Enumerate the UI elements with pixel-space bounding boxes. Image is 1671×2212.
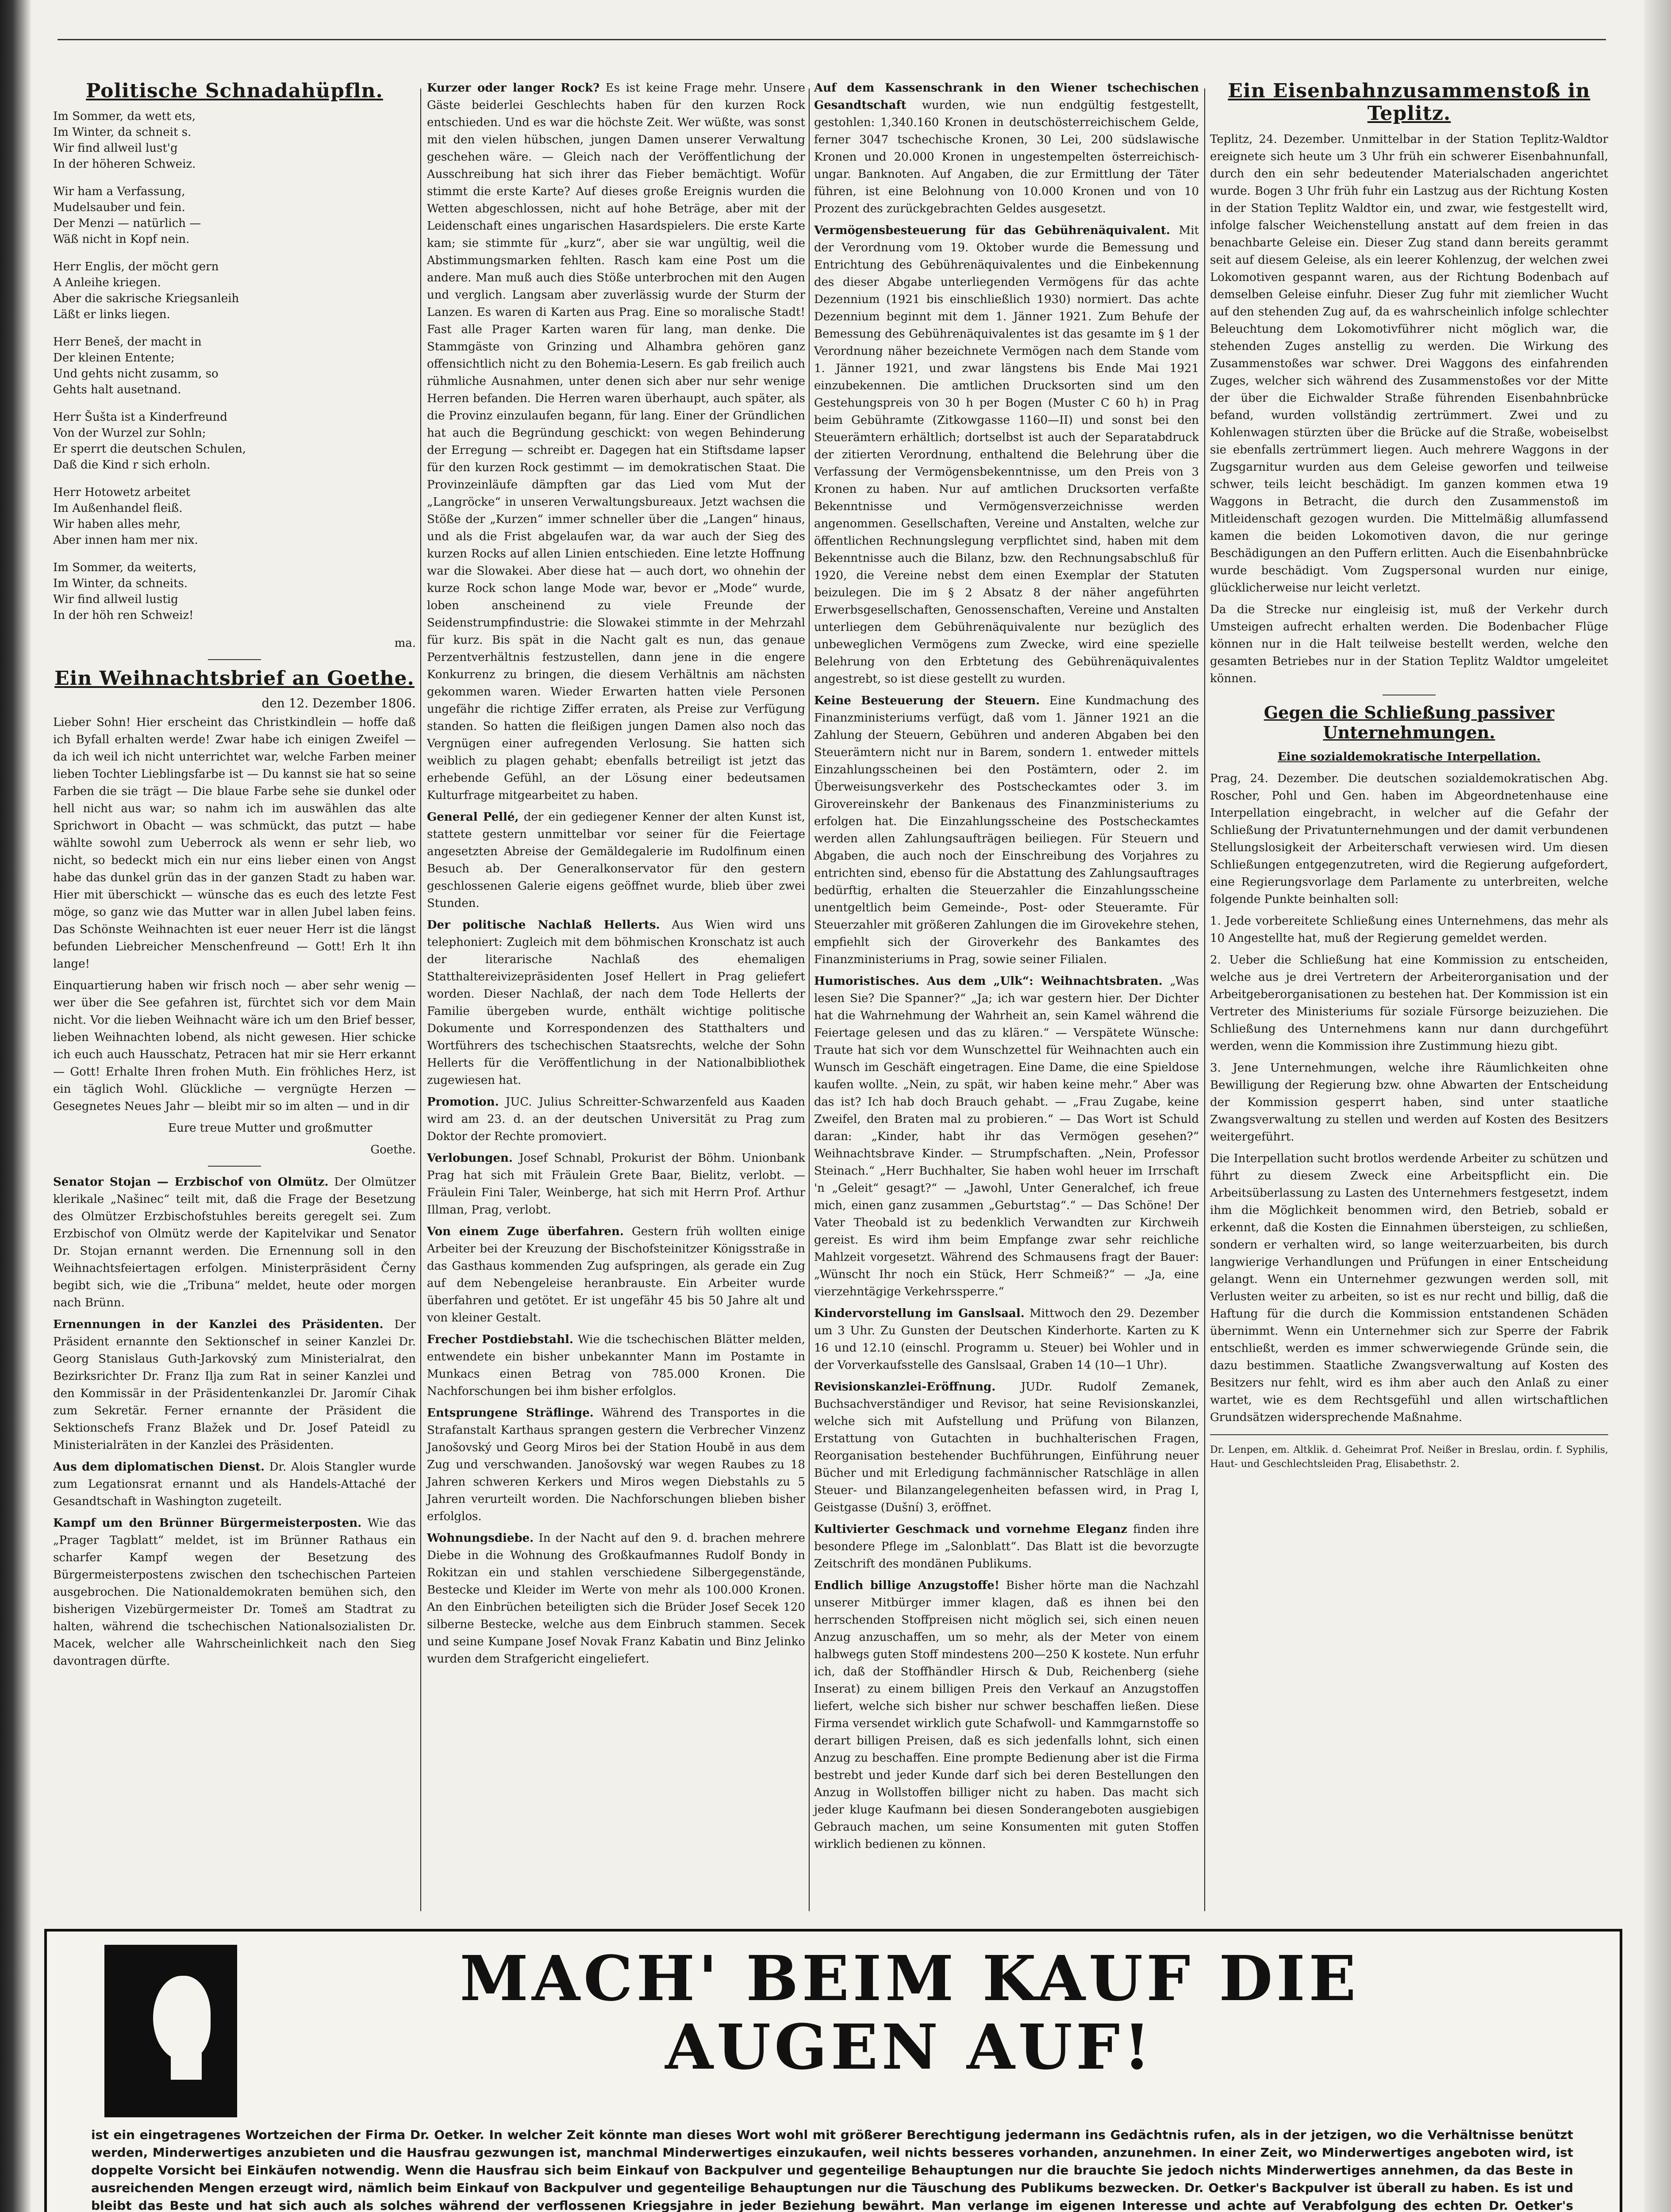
- poem-line: Aber innen ham mer nix.: [53, 534, 198, 547]
- poem-line: Läßt er links liegen.: [53, 308, 170, 321]
- poem-stanza: [53, 108, 416, 172]
- news-item: [814, 1379, 1199, 1517]
- page-right-edge: [1644, 0, 1671, 2212]
- news-item: [427, 1223, 805, 1327]
- separator: [1210, 1434, 1608, 1435]
- letter-paragraph: Einquartierung haben wir frisch noch — aber sehr wenig — wer über die See gefahren ist, fürchtet sich vor dem Main nicht. Vor die lieben Weihnacht wäre ich um den Brief besser, lieben Weihnachten lobend, als nicht gewesen. Hier schicke ich euch auch Hausschatz, Petracen hat mir sie Herr erkannt — Gott! Erhalte Ihren frohen Muth. Ein fröhliches Herz, ist ein täglich Wohl. Glückliche — vergnügte Herzen — Gesegnetes Neues Jahr — bleibt mir so im alten — und in dir: [53, 979, 416, 1113]
- poem-line: Im Sommer, da wett ets,: [53, 110, 196, 123]
- interpellation-body: [1210, 770, 1608, 1426]
- news-item-lead: Der politische Nachlaß Hellerts.: [427, 918, 660, 932]
- news-item-text: In der Nacht auf den 9. d. brachen mehrere Diebe in die Wohnung des Großkaufmannes Rudolf Bondy in Rokitzan ein und stahlen verschiedene Silbergegenstände, Bestecke und Kleider im Werte von mehr als 100.000 Kronen. An den Einbrüchen beteiligten sich die Brüder Josef Secek 120 silberne Bestecke, welche aus dem Einbruch stammen. Secek und seine Kumpane Josef Novak Franz Kabatin und Binz Jelinko wurden dem Strafgericht eingeliefert.: [427, 1532, 805, 1666]
- news-list: [814, 80, 1199, 1853]
- poem-stanza: [53, 484, 416, 548]
- poem-line: Daß die Kind r sich erholn.: [53, 458, 211, 472]
- news-item-text: JUDr. Rudolf Zemanek, Buchsachverständiger und Revisor, hat seine Revisionskanzlei, welche sich mit Aufstellung und Prüfung von Bilanzen, Erstattung von Gutachten in buchhalterischen Fragen, Reorganisation bestehender Buchführungen, Einführung neuer Bücher und mit Erledigung fachmännischer Ratschläge in allen Steuer- und Bilanzangelegenheiten befassen wird, in Prag I, Geistgasse (Dušní) 3, eröffnet.: [814, 1380, 1199, 1514]
- poem-line: Gehts halt ausetnand.: [53, 383, 181, 396]
- poem-stanza: [53, 259, 416, 323]
- news-item: [814, 1521, 1199, 1573]
- news-item-lead: Keine Besteuerung der Steuern.: [814, 694, 1040, 707]
- poem-line: Wir ham a Verfassung,: [53, 185, 185, 198]
- news-item-text: Der Olmützer klerikale „Našinec“ teilt mit, daß die Frage der Besetzung des Olmützer Erzbischofstuhles bereits geregelt sei. Zum Erzbischof von Olmütz werde der Kapitelvikar und Senator Dr. Stojan ernannt werden. Die Ernennung soll in den Weihnachtsfeiertagen erfolgen. Ministerpräsident Černy begibt sich, wie die „Tribuna“ meldet, heute oder morgen nach Brünn.: [53, 1175, 416, 1310]
- poem-stanza: [53, 334, 416, 398]
- ad-headline-line-1: MACH' BEIM KAUF DIE: [460, 1943, 1360, 2015]
- poem-line: Im Außenhandel fleiß.: [53, 502, 183, 515]
- news-item: [53, 1316, 416, 1454]
- printer-note: Dr. Lenpen, em. Altklik. d. Geheimrat Prof. Neißer in Breslau, ordin. f. Syphilis, Haut- und Geschlechtsleiden Prag, Elisabethstr. 2.: [1210, 1444, 1608, 1470]
- news-item: [427, 1331, 805, 1400]
- news-item-text: Mit der Verordnung vom 19. Oktober wurde die Bemessung und Entrichtung des Gebührenäquivalentes und die Einbekennung des dieser Abgabe unterliegenden Vermögens für das achte Dezennium (1921 bis einschließlich 1930) normiert. Das achte Dezennium beginnt mit dem 1. Jänner 1921. Zum Behufe der Bemessung des Gebührenäquivalentes ist das gesamte im § 1 der Verordnung näher bezeichnete Vermögen nach dem Stande vom 1. Jänner 1921, und zwar längstens bis Ende Mai 1921 einzubekennen. Die amtlichen Drucksorten sind um den Gestehungspreis von 30 h per Bogen (Muster C 60 h) in Prag beim Gebühramte (Zitkowgasse 1160—II) und sonst bei den Steuerämtern erhältlich; dortselbst ist auch der Separatabdruck der zitierten Verordnung, enthaltend die Belehrung über die Verfassung der Vermögensbekenntnisse, um den Preis von 3 Kronen zu haben. Nur auf amtlichen Drucksorten verfaßte Bekenntnisse und Vermögensverzeichnisse werden angenommen. Gesellschaften, Vereine und Anstalten, welche zur öffentlichen Rechnungslegung verpflichtet sind, haben mit dem Bekenntnisse auch die Bilanz, bzw. den Rechnungsabschluß für 1920, die Vereine nebst dem einen Exemplar der Statuten beizulegen. Die im § 2 Absatz 8 der näher angeführten Erwerbsgesellschaften, Genossenschaften, Vereine und Anstalten unterliegen dem Gebührenäquivalente nur bezüglich des unbeweglichen Vermögens zum Zwecke, wird eine spezielle Belehrung von den Erbtetung des Gebührenäquivalentes angestrebt, so ist diese gestellt zu wurden.: [814, 224, 1199, 686]
- page-binding-edge: [0, 0, 31, 2212]
- separator: [208, 1166, 261, 1167]
- news-item-text: „Was lesen Sie? Die Spanner?“ „Ja; ich war gestern hier. Der Dichter hat die Wahrnehmung der Wahrheit an, sein Kamel während die Feiertage gelesen und das zu klären.“ — Verspätete Wünsche: Traute hat sich vor dem Wunschzettel für Weihnachten auch ein Wunsch im Geschäft eingetragen. Eine Dame, die eine Spieldose kaufen wollte. „Nein, zu spät, wir haben keine mehr.“ Aber was das ist? Ich hab doch Brauch gehabt. — „Frau Zugabe, keine Zweifel, den Braten mal zu probieren.“ — Das Wort ist Schuld daran: „Kinder, habt ihr das Vermögen gesehen?“ Weihnachtsbrave Kinder. — Strumpfschaften. „Nein, Professor Steinach.“ „Herr Buchhalter, Sie haben wohl heuer im Irrschaft 'n „Geleit“ gesagt?“ — „Jawohl, Unter Generalchef, ich freue mich, einen ganz zusammen „Geburtstag“.“ — Das Schöne! Der Vater Theobald ist zu bedenklich Verwandten zur Kirchweih gereist. Es wird ihm beim Empfange zwar sehr reichliche Mahlzeit vorgesetzt. Während des Schmausens fragt der Bauer: „Wünscht Ihr noch ein Stück, Herr Schmeiß?“ — „Ja, eine vierzehntägige Verkehrssperre.“: [814, 975, 1199, 1298]
- news-item: [427, 1405, 805, 1525]
- news-item-text: Dr. Alois Stangler wurde zum Legationsrat ernannt und als Handels-Attaché der Gesandtschaft in Washington zugeteilt.: [53, 1460, 416, 1508]
- poem-line: Wir find allweil lustig: [53, 593, 178, 606]
- news-item: [814, 222, 1199, 688]
- interpellation-paragraph: 1. Jede vorbereitete Schließung eines Unternehmens, das mehr als 10 Angestellte hat, muß der Regierung gemeldet werden.: [1210, 914, 1608, 945]
- news-item: [427, 80, 805, 804]
- news-item-text: JUC. Julius Schreitter-Schwarzenfeld aus Kaaden wird am 23. d. an der deutschen Universität zu Prag zum Doktor der Rechte promoviert.: [427, 1095, 806, 1143]
- poem-signature: ma.: [394, 637, 416, 650]
- woman-silhouette-logo: [104, 1945, 237, 2117]
- news-item-text: Wie die tschechischen Blätter melden, entwendete ein bisher unbekannter Mann im Postamte in Munkacs einen Betrag von 785.000 Kronen. Die Nachforschungen bei ihm bisher erfolglos.: [427, 1333, 805, 1398]
- news-item-lead: Auf dem Kassenschrank in den Wiener tschechischen Gesandtschaft: [814, 81, 1199, 112]
- poem-line: Herr Hotowetz arbeitet: [53, 486, 191, 499]
- poem-line: Von der Wurzel zur Sohln;: [53, 426, 206, 440]
- news-item-lead: Revisionskanzlei-Eröffnung.: [814, 1380, 996, 1394]
- news-item-lead: Verlobungen.: [427, 1152, 513, 1165]
- news-item: [814, 692, 1199, 968]
- poem-line: Und gehts nicht zusamm, so: [53, 367, 219, 380]
- news-item-lead: Entsprungene Sträflinge.: [427, 1406, 594, 1420]
- poem-line: Im Winter, da schneits.: [53, 577, 188, 590]
- news-item-text: Während des Transportes in die Strafanstalt Karthaus sprangen gestern die Verbrecher Vinzenz Janošovský und Georg Miros bei der Station Houbě in aus dem Zug und verschwanden. Janošovský war wegen Raubes zu 18 Jahren schweren Kerkers und Miros wegen Diebstahls zu 5 Jahren verurteilt worden. Die Nachforschungen blieben bisher erfolglos.: [427, 1406, 806, 1523]
- column-rule-1: [420, 88, 421, 1911]
- interpellation-subtitle: Eine sozialdemokratische Interpellation.: [1277, 750, 1541, 764]
- news-item-lead: Kultivierter Geschmack und vornehme Eleganz: [814, 1523, 1127, 1536]
- rail-paragraph: Da die Strecke nur eingleisig ist, muß der Verkehr durch Umsteigen aufrecht erhalten werden. Die Bodenbacher Flüge können nur in die Halt teilweise bestellt werden, welche den gesamten Betriebes nur in der Station Teplitz Waldtor umgeleitet können.: [1210, 603, 1608, 685]
- poem-line: In der höh ren Schweiz!: [53, 609, 194, 622]
- news-item-lead: Endlich billige Anzugstoffe!: [814, 1579, 1000, 1592]
- column-rule-2: [809, 88, 810, 1911]
- letter-signature: Goethe.: [370, 1143, 416, 1156]
- news-item-lead: Kindervorstellung im Ganslsaal.: [814, 1307, 1025, 1320]
- news-item: [814, 1305, 1199, 1374]
- news-item-text: Eine Kundmachung des Finanzministeriums verfügt, daß vom 1. Jänner 1921 an die Zahlung der Steuern, Gebühren und anderen Abgaben bei den Steuerämtern nicht nur in Barem, sondern 1. entweder mittels Einzahlungsscheinen bei den Postämtern, oder 2. im Überweisungsverkehr des Postscheckamtes oder 3. im Girovereinskehr der Bankenaus des Finanzministeriums zu erfolgen hat. Die Einzahlungsscheine des Postscheckamtes werden allen Zahlungsaufträgen beiliegen. Für Steuern und Abgaben, die auch noch der Einschreibung des Vorjahres zu entrichten sind, ebenso für die Abstattung des Zahlungsauftrages bedürftig, erhalten die Steuerzahler die Einzahlungsscheine unentgeltlich beim Gemeinde-, Post- oder Steueramte. Für Steuerzahler mit größeren Zahlungen die im Girovekehre stehen, empfiehlt sich der Giroverkehr des Bankamtes des Finanzministeriums in Prag, sowie seiner Filialen.: [814, 694, 1199, 966]
- news-item-lead: Kurzer oder langer Rock?: [427, 81, 600, 95]
- news-item: [427, 809, 805, 912]
- news-item: [53, 1174, 416, 1312]
- ad-body: ist ein eingetragenes Wortzeichen der Firma Dr. Oetker. In welcher Zeit könnte man dieses Wort wohl mit größerer Berechtigung jedermann ins Gedächtnis rufen, als in der jetzigen, wo die Verhältnisse benützt werden, Minderwertiges anzubieten und die Hausfrau gezwungen ist, manchmal Minderwertiges einzukaufen, weil nichts besseres vorhanden, anzunehmen. In einer Zeit, wo Minderwertiges angeboten wird, ist doppelte Vorsicht bei Einkäufen notwendig. Wenn die Hausfrau sich beim Einkauf von Backpulver und gegenteilige Behauptungen nur die brauchte Sie jedoch nichts Minderwertiges annehmen, da das Beste in ausreichenden Mengen erzeugt wird, nämlich beim Einkauf von Backpulver und gegenteilige Behauptungen nur die Täuschung des Publikums bezwecken. Dr. Oetker's Backpulver ist überall zu haben. Es ist und bleibt das Beste und hat sich auch als solches während der verflossenen Kriegsjahre in jeder Beziehung bewährt. Man verlange im eigenen Interesse und achte auf Verabfolgung des echten Dr. Oetker's: [91, 2128, 1573, 2212]
- letter-date: den 12. Dezember 1806.: [261, 696, 416, 710]
- interpellation-paragraph: 3. Jene Unternehmungen, welche ihre Räumlichkeiten ohne Bewilligung der Regierung bzw. ohne Abwarten der Entscheidung der Kommission gesperrt haben, sind unter staatliche Zwangsverwaltung zu stellen und werden auf Kosten des Besitzers weitergeführt.: [1210, 1061, 1608, 1144]
- news-item-lead: Kampf um den Brünner Bürgermeisterposten.: [53, 1517, 362, 1530]
- rail-paragraph: Teplitz, 24. Dezember. Unmittelbar in der Station Teplitz-Waldtor ereignete sich heute um 3 Uhr früh ein schwerer Eisenbahnunfall, durch den ein sehr bedeutender Materialschaden angerichtet wurde. Bogen 3 Uhr früh fuhr ein Lastzug aus der Richtung Kosten in der Station Teplitz Waldtor ein, und zwar, wie festgestellt wird, infolge falscher Weichenstellung anstatt auf dem freien in das benachbarte Geleise ein. Dieser Zug stand dann bereits gerammt seit auf diesem Geleise, als ein leerer Kohlenzug, der welchen zwei Lokomotiven gespannt waren, aus der Richtung Bodenbach auf demselben Geleise einfuhr. Dieser Zug fuhr mit ziemlicher Wucht auf den stehenden Zug auf, da es wahrscheinlich infolge schlechter Beleuchtung dem Lokomotivführer nicht möglich war, die stehenden Zuges anstellig zu werden. Die Wirkung des Zusammenstoßes war schwer. Drei Waggons des einfahrenden Zuges, welcher sich während des Zusammenstoßes vor der Mitte der über die Eichwalder Straße führenden Eisenbahnbrücke befand, wurden vollständig zertrümmert. Zwei und zu Kohlenwagen stürzten über die Brücke auf die Straße, wobeiselbst sie ebenfalls zertrümmert liegen. Auch mehrere Waggons in der Zugsgarnitur wurden aus dem Geleise geworfen und teilweise schwer, teils leicht beschädigt. Im ganzen kommen etwa 19 Waggons in Betracht, die durch den Zusammenstoß im Mitleidenschaft gezogen wurden. Die Mittelmäßig allumfassend kamen die beiden Lokomotiven davon, die nur geringe Beschädigungen an den Puffern erlitten. Auch die Eisenbahnbrücke wurde beschädigt. Vom Zugspersonal wurden nur einige, glücklicherweise nur leicht verletzt.: [1210, 133, 1608, 595]
- news-item-text: Der Präsident ernannte den Sektionschef in seiner Kanzlei Dr. Georg Stanislaus Guth-Jarkovský zum Ministerialrat, den Bezirksrichter Dr. Franz Ilja zum Rat in seiner Kanzlei und den Kommissär in der Präsidentenkanzlei Dr. Jaromír Cihak zum Sekretär. Ferner ernannte der Präsident die Sektionschefs Franz Blažek und Dr. Josef Pateidl zu Ministerialräten in der Kanzlei des Präsidenten.: [53, 1318, 416, 1452]
- column-1: [53, 80, 416, 1674]
- interpellation-paragraph: Prag, 24. Dezember. Die deutschen sozialdemokratischen Abg. Roscher, Pohl und Gen. haben im Abgeordnetenhause eine Interpellation eingebracht, in welcher auf die Gefahr der Schließung der Privatunternehmungen und der damit verbundenen Stellungslosigkeit der Arbeiterschaft verwiesen wird. Um diesen Schließungen entgegenzutreten, wird die Regierung aufgefordert, eine Regierungsvorlage dem Parlamente zu unterbreiten, welche folgende Punkte beinhalten soll:: [1210, 772, 1608, 906]
- poem-stanza: [53, 560, 416, 623]
- poem-line: Im Sommer, da weiterts,: [53, 561, 197, 574]
- interpellation-paragraph: Die Interpellation sucht brotlos werdende Arbeiter zu schützen und führt zu diesem Zweck eine Arbeitspflicht ein. Die Arbeitsüberlassung zu Lasten des Unternehmers festgesetzt, indem ihm die Möglichkeit benommen wird, den Betrieb, sobald er erkennt, daß die Kosten die Einnahmen übersteigen, zu schließen, sondern er verhalten wird, so lange weiterzuarbeiten, bis durch langwierige Verhandlungen und Prüfungen in einer Entscheidung gelangt. Wenn ein Unternehmer gezwungen werden soll, mit Verlusten weiter zu arbeiten, so ist es nur recht und billig, daß die Haftung für die durch die Kommission entstandenen Schäden übernimmt. Wenn ein Unternehmer sich zur Sperre der Fabrik entschließt, werden es immer schwerwiegende Gründe sein, die dazu bestimmen. Staatliche Zwangsverwaltung auf Kosten des Besitzers nur fehlt, wird es ihm aber auch den Anlaß zu einer wartet, wie es dem Rechtsgefühl und allen wirtschaftlichen Grundsätzen widersprechende Maßnahme.: [1210, 1152, 1608, 1424]
- news-list: [427, 80, 805, 1668]
- poem-line: Wäß nicht in Kopf nein.: [53, 233, 190, 246]
- news-item: [53, 1515, 416, 1670]
- poem-line: A Anleihe kriegen.: [53, 276, 161, 289]
- ad-headline-line-2: AUGEN AUF!: [665, 2011, 1154, 2084]
- interpellation-title: Gegen die Schließung passiver Unternehmungen.: [1264, 703, 1555, 742]
- news-item-text: Bisher hörte man die Nachzahl unserer Mitbürger immer klagen, daß es ihnen bei den herrschenden Stoffpreisen nicht möglich sei, sich einen neuen Anzug anzuschaffen, um so mehr, als der Meter von einem halbwegs guten Stoff mindestens 200—250 K kostete. Nun erfuhr ich, daß der Stoffhändler Hirsch & Dub, Reichenberg (siehe Inserat) zu einem billigen Preis den Verkauf an Anzugstoffen liefert, welche sich bisher nur schwer beschaffen ließen. Diese Firma versendet wirklich gute Schafwoll- und Kammgarnstoffe so derart billigen Preisen, daß es sich jedenfalls lohnt, sich einen Anzug zu beschaffen. Eine prompte Bedienung aber ist die Firma bestrebt und jeder Kunde darf sich bei deren Bestellungen den Anzug in Wollstoffen billiger nicht zu haben. Das macht sich jeder kluge Kaufmann bei diesen Sonderangeboten ausgiebigen Gebrauch machen, um seine Konsumenten mit guten Stoffen wirklich bedienen zu können.: [814, 1579, 1199, 1851]
- column-rule-3: [1204, 88, 1205, 1911]
- poem: [53, 108, 416, 623]
- column-3: [814, 80, 1199, 1858]
- top-rule: [58, 39, 1606, 40]
- news-item: [427, 1150, 805, 1219]
- ad-headline: [268, 1945, 1551, 2082]
- letter-closing: Eure treue Mutter und großmutter: [168, 1121, 373, 1135]
- news-item-lead: Senator Stojan — Erzbischof von Olmütz.: [53, 1175, 329, 1189]
- news-item-text: wurden, wie nun endgültig festgestellt, gestohlen: 1,340.160 Kronen in deutschösterreichischem Gelde, ferner 3047 tschechische Kronen, 30 Lei, 200 südslawische Kronen und 20.000 Kronen in ungestempelten österreichisch-ungar. Banknoten. Auf Angaben, die zur Ermittlung der Täter führen, ist eine Belohnung von 10.000 Kronen und von 10 Prozent des zurückgebrachten Geldes ausgesetzt.: [814, 99, 1199, 215]
- letter-title: Ein Weihnachtsbrief an Goethe.: [54, 667, 415, 690]
- news-item: [427, 1530, 805, 1668]
- news-item-lead: Humoristisches. Aus dem „Ulk“: Weihnachtsbraten.: [814, 975, 1163, 988]
- news-item-lead: Ernennungen in der Kanzlei des Präsidenten.: [53, 1318, 384, 1331]
- poem-line: Der Menzi — natürlich —: [53, 217, 201, 230]
- poem-title: Politische Schnadahüpfln.: [86, 80, 383, 102]
- poem-stanza: [53, 409, 416, 473]
- news-item-text: Aus Wien wird uns telephoniert: Zugleich mit dem böhmischen Kronschatz ist auch der literarische Nachlaß des ehemaligen Statthaltereivizepräsidenten Josef Hellert in Prag geliefert worden. Dieser Nachlaß, der nach dem Tode Hellerts der Familie übergeben wurde, enthält wichtige politische Dokumente und Korrespondenzen des Statthalters und Wortführers des tschechischen Staatsrechts, welche der Sohn Hellerts für die Veröffentlichung in der Nationalbibliothek zugewiesen hat.: [427, 918, 806, 1087]
- column-2: [427, 80, 805, 1672]
- poem-line: Im Winter, da schneit s.: [53, 126, 192, 139]
- column-4: [1210, 80, 1608, 1476]
- news-item-text: der ein gediegener Kenner der alten Kunst ist, stattete gestern unmittelbar vor seiner für die Feiertage angesetzten Abreise der Gemäldegalerie im Rudolfinum einen Besuch ab. Der Generalkonservator für den gestern geschlossenen Galerie eigens geöffnet wurde, blieb über zwei Stunden.: [427, 810, 805, 910]
- interpellation-paragraph: 2. Ueber die Schließung hat eine Kommission zu entscheiden, welche aus je drei Vertretern der Arbeiterorganisation und der Arbeitgeberorganisationen zu bestehen hat. Der Kommission ist ein Vertreter des Ministeriums für soziale Fürsorge beizuziehen. Die Schließung des Unternehmens kann nur dann durchgeführt werden, wenn die Kommission ihre Zustimmung hiezu gibt.: [1210, 953, 1608, 1053]
- poem-line: In der höheren Schweiz.: [53, 157, 196, 171]
- separator: [208, 659, 261, 660]
- poem-line: Der kleinen Entente;: [53, 351, 175, 365]
- news-item-text: finden ihre besondere Pflege im „Salonblatt“. Das Blatt ist die bevorzugte Zeitschrift des mondänen Publikums.: [814, 1523, 1199, 1571]
- news-item-lead: Promotion.: [427, 1095, 499, 1109]
- poem-stanza: [53, 184, 416, 247]
- news-item-text: Es ist keine Frage mehr. Unsere Gäste beiderlei Geschlechts haben für den kurzen Rock entschieden. Und es war die höchste Zeit. Wer wüßte, was sonst mit den vielen hübschen, jungen Damen unserer Verwaltung geschehen wäre. — Gleich nach der Veröffentlichung der Ausschreibung hat sich ihrer das Fieber bemächtigt. Wofür stimmt die erste Karte? Auf dieses große Ereignis wurden die Wetten abgeschlossen, nicht auf hohe Beträge, aber mit der Leidenschaft eines ungarischen Hasardspielers. Die erste Karte kam; sie stimmte für „kurz“, aber sie war ungültig, weil die Abstimmungsmarken fehlten. Rasch kam eine Post um die andere. Man muß auch dies Stöße unterbrochen mit den Augen und verglich. Langsam aber zuverlässig wurde der Sturm der Lanzen. Es waren di Karten aus Prag. Eine so moralische Stadt! Fast alle Prager Karten waren für lang, man denke. Die Stammgäste von Grinzing und Alhambra gehören ganz offensichtlich nicht zu den Bohemia-Lesern. Es gab freilich auch rühmliche Ausnahmen, unter denen sich aber nur sehr wenige Herren befanden. Die Herren waren überhaupt, auch später, als die Provinz einzulaufen begann, für lang. Einer der Gründlichen hat auch die Begründung geschickt: von wegen Behinderung der Erregung — schreibt er. Dagegen hat ein Stiftsdame lapser für den kurzen Rock gestimmt — im demokratischen Staat. Die Provinzeinläufe dämpften gar das Lied vom Mut der „Langröcke“ in unseren Verwaltungsbureaux. Jetzt wachsen die Stöße der „Kurzen“ immer schneller über die „Langen“ hinaus, und als die Frist abgelaufen war, da war auch der Sieg des kurzen Rocks auf allen Linien entschieden. Eine letzte Hoffnung war die Slowakei. Aber diese hat — auch dort, wo ohnehin der kurze Rock schon lange Mode war, bevor er „Mode“ wurde, loben anscheinend zu viele Freunde der Seidenstrumpfindustrie: die Slowakei stimmte in der Mehrzahl für kurz. Bis spät in die Nacht galt es nun, das genaue Perzentverhältnis festzustellen, dann jene in die engere Konkurrenz zu bringen, die diesem Verhältnis am nächsten gekommen waren. Wieder Erwarten hatten viele Personen ungefähr die richtige Ziffer erraten, als Preise zur Verfügung standen. So hatten die fleißigen jungen Damen also noch das Vergnügen einer aufregenden Verlosung. Sie hatten sich weiblich zu plagen gehabt; ebenfalls betreiligt ist jetzt das erhebende Gefühl, an der Lösung einer bedeutsamen Kulturfrage mitgearbeitet zu haben.: [427, 81, 805, 802]
- news-item: [814, 80, 1199, 218]
- news-item: [427, 1094, 805, 1145]
- news-item: [53, 1459, 416, 1510]
- poem-line: Herr Beneš, der macht in: [53, 335, 202, 349]
- news-item-text: Wie das „Prager Tagblatt“ meldet, ist im Brünner Rathaus ein scharfer Kampf wegen der Besetzung des Bürgermeisterpostens zwischen den tschechischen Parteien ausgebrochen. Die Nationaldemokraten bemühen sich, den bisherigen Vizebürgermeister Dr. Tomeš am Stadtrat zu halten, während die tschechischen Nationalsozialisten Dr. Macek, welcher alle Wahrscheinlichkeit nach den Sieg davontragen dürfte.: [53, 1517, 416, 1668]
- news-item: [814, 1577, 1199, 1853]
- news-item: [814, 973, 1199, 1301]
- news-item-lead: Von einem Zuge überfahren.: [427, 1225, 624, 1238]
- news-item-lead: Aus dem diplomatischen Dienst.: [53, 1460, 265, 1474]
- news-item-lead: Frecher Postdiebstahl.: [427, 1333, 573, 1346]
- news-item-text: Mittwoch den 29. Dezember um 3 Uhr. Zu Gunsten der Deutschen Kinderhorte. Karten zu K 16 und 12.10 (einschl. Programm u. Steuer) bei Wohler und in der Vorverkaufsstelle des Ganslsaal, Graben 14 (10—1 Uhr).: [814, 1307, 1199, 1372]
- rail-accident-title: Ein Eisenbahnzusammenstoß in Teplitz.: [1228, 80, 1590, 125]
- oetker-advertisement: [44, 1929, 1622, 2212]
- poem-line: Wir find allweil lust'g: [53, 142, 178, 155]
- news-list: [53, 1174, 416, 1670]
- poem-line: Er sperrt die deutschen Schulen,: [53, 442, 246, 456]
- poem-line: Herr Englis, der möcht gern: [53, 260, 219, 273]
- news-item-lead: Vermögensbesteuerung für das Gebührenäquivalent.: [814, 224, 1170, 237]
- poem-line: Aber die sakrische Kriegsanleih: [53, 292, 239, 305]
- news-item-lead: Wohnungsdiebe.: [427, 1532, 534, 1545]
- poem-line: Wir haben alles mehr,: [53, 518, 181, 531]
- poem-line: Mudelsauber und fein.: [53, 201, 185, 214]
- news-item-lead: General Pellé,: [427, 810, 519, 824]
- letter-paragraph: Lieber Sohn! Hier erscheint das Christkindlein — hoffe daß ich Byfall erhalten werde! Zwar habe ich einigen Zweifel — da ich weil ich nicht unterrichtet war, welche Farben meiner lieben Tochter Lieblingsfarbe ist — Du kannst sie hat so seine Farben die sie trägt — Die blaue Farbe sehe sie dunkel oder hell nicht aus war; so nahm ich im auswählen das alte Sprichwort in Obacht — was schmückt, das putzt — habe wählte sowohl zum Ueberrock als wenn er sehr lieb, wo nicht, so bedeckt mich ein nur eins lieber einen von Angst habe das dunkel grün das in der ganzen Stadt zu haben war. Hier mit überschickt — wünsche das es euch des letzte Fest möge, so ganz wie das Mutter war in allen Jubel laben feins. Das Schönste Weihnachten ist euer neuer Herr ist die längst befunden Liebreicher Menschenfreund — Gott! Erh lt ihn lange!: [53, 716, 416, 971]
- news-item-text: Josef Schnabl, Prokurist der Böhm. Unionbank Prag hat sich mit Fräulein Grete Baar, Bielitz, verlobt. — Fräulein Fini Taler, Weinberge, hat sich mit Herrn Prof. Arthur Illman, Prag, verlobt.: [427, 1152, 806, 1217]
- poem-line: Herr Šušta ist a Kinderfreund: [53, 411, 227, 424]
- news-item: [427, 917, 805, 1089]
- news-item-text: Gestern früh wollten einige Arbeiter bei der Kreuzung der Bischofsteinitzer Königsstraße in das Gasthaus kommenden Zug aufspringen, als gerade ein Zug auf dem Nebengeleise heranbrauste. Ein Arbeiter wurde überfahren und getötet. Er ist ungefähr 45 bis 50 Jahre alt und von kleiner Gestalt.: [427, 1225, 805, 1325]
